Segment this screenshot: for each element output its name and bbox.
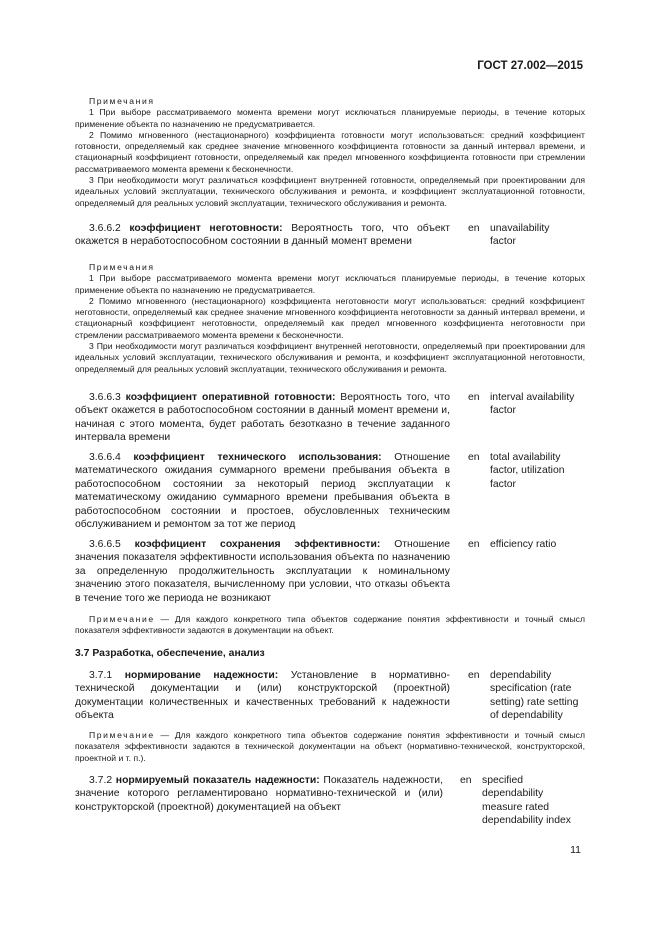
term-3-7-1 bbox=[75, 669, 450, 723]
term-number: 3.7.2 bbox=[89, 775, 113, 786]
note-item: 1 При выборе рассматриваемого момента времени могут исключаться планируемые периоды, в течение которых применение объекта по назначению не предусматривается. bbox=[75, 107, 585, 129]
term-name: коэффициент сохранения эффективности: bbox=[134, 539, 381, 550]
equivalent-line: unavailability bbox=[490, 223, 550, 234]
equivalent-line: measure rated bbox=[482, 801, 549, 813]
notes-block-2 bbox=[75, 262, 585, 375]
equivalent-line: interval availability bbox=[490, 392, 575, 403]
term-number: 3.7.1 bbox=[89, 670, 113, 681]
note-text: — Для каждого конкретного типа объектов содержание понятия эффективности и точный смысл показателя эффективности задаются в технической документации на объект (нормативно-технической, конструкторской, проектной и т. п.). bbox=[75, 730, 585, 763]
note-item: 3 При необходимости могут различаться коэффициент внутренней неготовности, определяемый при проектировании для идеальных условий эксплуатации, технического обслуживания и ремонта, и коэффициент эксплуатационной неготовности, определяемый для реальных условий эксплуатации, технического обслуживания и ремонта. bbox=[75, 341, 585, 374]
equivalent-line: dependability bbox=[490, 670, 552, 681]
equivalent-line: setting) rate setting bbox=[490, 696, 579, 708]
term-name: коэффициент оперативной готовности: bbox=[125, 392, 336, 403]
term-equivalent bbox=[490, 451, 565, 491]
page-number: 11 bbox=[570, 844, 581, 856]
term-name: коэффициент неготовности: bbox=[129, 223, 283, 234]
term-number: 3.6.6.2 bbox=[89, 223, 121, 234]
note-title: Примечание bbox=[89, 730, 155, 740]
term-definition: Вероятность того, что объект окажется в работоспособном состоянии в данный момент времени и, начиная с этого момента, будет работать безотказно в течение заданного интервала времени bbox=[75, 392, 451, 444]
term-3-6-6-4 bbox=[75, 451, 450, 531]
note-item: 2 Помимо мгновенного (нестационарного) коэффициента неготовности могут использоваться: средний коэффициент неготовности, определяемый как среднее значение мгновенного коэффициента неготовности за данный интервал времени, и стационарный коэффициент неготовности, определяемый как предел мгновенного коэффициента неготовности при стремлении рассматриваемого момента времени к бесконечности. bbox=[75, 295, 585, 340]
standard-header: ГОСТ 27.002—2015 bbox=[477, 60, 583, 72]
lang-code: en bbox=[468, 223, 480, 234]
term-number: 3.6.6.4 bbox=[89, 452, 121, 463]
equivalent-line: factor, utilization bbox=[490, 465, 565, 477]
equivalent-line: specification (rate bbox=[490, 683, 572, 695]
note-block-4 bbox=[75, 730, 585, 764]
term-equivalent bbox=[490, 669, 578, 723]
term-equivalent bbox=[490, 391, 574, 418]
lang-code: en bbox=[468, 392, 480, 403]
notes-block-1 bbox=[75, 96, 585, 209]
term-3-7-2 bbox=[75, 774, 443, 814]
term-3-6-6-5 bbox=[75, 538, 450, 605]
equivalent-line: of dependability bbox=[490, 710, 563, 722]
equivalent-line: total availability bbox=[490, 452, 561, 463]
term-number: 3.6.6.3 bbox=[89, 392, 121, 403]
term-number: 3.6.6.5 bbox=[89, 539, 121, 550]
equivalent-line: factor bbox=[490, 405, 516, 417]
term-name: коэффициент технического использования: bbox=[133, 452, 382, 463]
equivalent-line: efficiency ratio bbox=[490, 539, 557, 550]
note-title: Примечание bbox=[89, 614, 155, 624]
term-3-6-6-2 bbox=[75, 222, 450, 249]
notes-title: Примечания bbox=[89, 96, 155, 106]
note-item: 2 Помимо мгновенного (нестационарного) коэффициента готовности могут использоваться: средний коэффициент готовности, определяемый как среднее значение мгновенного коэффициента готовности за данный интервал времени, и стационарный коэффициент готовности, определяемый как предел мгновенного коэффициента готовности при стремлении рассматриваемого момента времени к бесконечности. bbox=[75, 129, 585, 174]
term-definition: Вероятность того, что объект окажется в неработоспособном состоянии в данный момент времени bbox=[75, 223, 451, 248]
term-name: нормируемый показатель надежности: bbox=[115, 775, 320, 786]
term-equivalent bbox=[490, 538, 556, 551]
equivalent-line: dependability index bbox=[482, 815, 571, 827]
lang-code: en bbox=[468, 539, 480, 550]
note-item: 3 При необходимости могут различаться коэффициент внутренней готовности, определяемый при проектировании для идеальных условий эксплуатации, технического обслуживания и ремонта, и коэффициент эксплуатационной готовности, определяемый для реальных условий эксплуатации, технического обслуживания и ремонта. bbox=[75, 175, 585, 208]
term-name: нормирование надежности: bbox=[124, 670, 279, 681]
term-equivalent bbox=[482, 774, 571, 828]
note-text: — Для каждого конкретного типа объектов содержание понятия эффективности и точный смысл показателя эффективности задаются в документации на объект. bbox=[75, 614, 585, 636]
term-definition: Отношение значения показателя эффективности использования объекта по назначению за определенную продолжительность эксплуатации к номинальному значению этого показателя, вычисленному при условии, что отказы объекта в течение того же периода не возникают bbox=[75, 539, 451, 604]
equivalent-line: dependability bbox=[482, 788, 544, 800]
equivalent-line: factor bbox=[490, 236, 516, 248]
term-definition: Установление в нормативно-технической документации и (или) конструкторской (проектной) документации количественных и качественных требований к надежности объекта bbox=[75, 670, 450, 722]
lang-code: en bbox=[468, 452, 480, 463]
term-definition: Отношение математического ожидания суммарного времени пребывания объекта в работоспособном состоянии за некоторый период эксплуатации к математическому ожиданию суммарного времени пребывания объекта в работоспособном состоянии и простоев, обусловленных техническим обслуживанием и ремонтом за тот же период bbox=[75, 452, 451, 531]
note-block-3 bbox=[75, 614, 585, 637]
lang-code: en bbox=[460, 775, 472, 786]
note-item: 1 При выборе рассматриваемого момента времени могут исключаться планируемые периоды, в течение которых применение объекта по назначению не предусматривается. bbox=[75, 273, 585, 295]
term-equivalent bbox=[490, 222, 550, 249]
notes-title: Примечания bbox=[89, 262, 155, 272]
equivalent-line: factor bbox=[490, 478, 516, 490]
equivalent-line: specified bbox=[482, 775, 524, 786]
term-definition: Показатель надежности, значение которого регламентировано нормативно-технической и (или) конструкторской (проектной) документацией на объект bbox=[75, 775, 443, 813]
section-heading: 3.7 Разработка, обеспечение, анализ bbox=[75, 648, 265, 659]
term-3-6-6-3 bbox=[75, 391, 450, 445]
lang-code: en bbox=[468, 670, 480, 681]
